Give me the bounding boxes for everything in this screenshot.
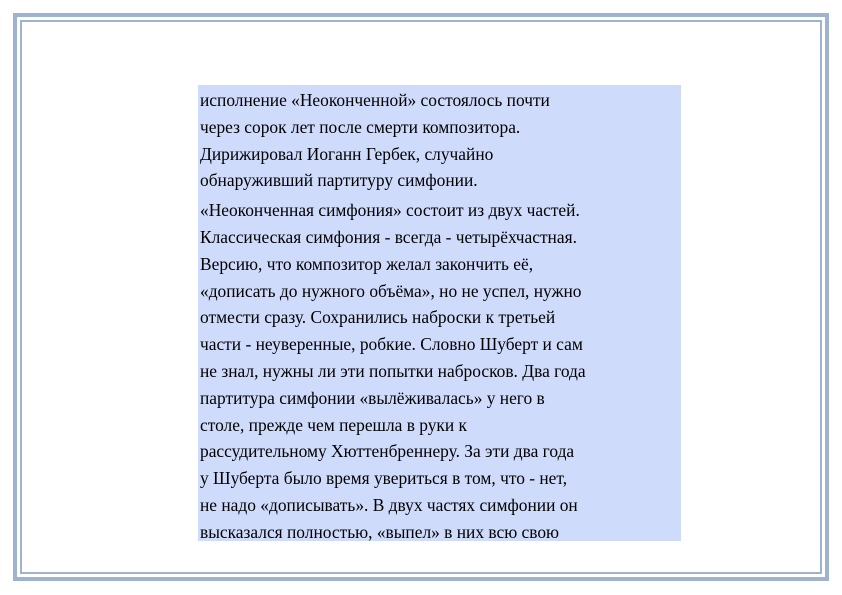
text-line: высказался полностью, «выпел» в них всю свою (200, 521, 560, 541)
text-line: «дописать до нужного объёма», но не успел, нужно (200, 280, 582, 301)
text-line: Дирижировал Иоганн Гербек, случайно (200, 143, 494, 164)
text-line: отмести сразу. Сохранились наброски к третьей (200, 307, 556, 328)
text-line: части - неуверенные, робкие. Словно Шуберт и сам (200, 334, 583, 355)
text-line: Классическая симфония - всегда - четырёхчастная. (200, 226, 577, 247)
text-line: Версию, что композитор желал закончить её, (200, 253, 534, 274)
text-line: партитура симфонии «вылёживалась» у него в (200, 387, 545, 408)
text-line: не знал, нужны ли эти попытки набросков. Два года (200, 360, 586, 381)
text-line: исполнение «Неоконченной» состоялось почти (200, 90, 550, 110)
paragraph-1 (200, 87, 681, 194)
text-line: у Шуберта было время увериться в том, что - нет, (200, 468, 568, 489)
paragraph-2 (200, 197, 681, 541)
text-line: «Неоконченная симфония» состоит из двух частей. (200, 200, 580, 221)
text-line: обнаруживший партитуру симфонии. (200, 170, 478, 191)
text-line: через сорок лет после смерти композитора. (200, 116, 521, 137)
text-line: рассудительному Хюттенбреннеру. За эти два года (200, 441, 575, 462)
text-box (198, 85, 681, 541)
text-line: не надо «дописывать». В двух частях симфонии он (200, 494, 578, 515)
text-line: столе, прежде чем перешла в руки к (200, 414, 467, 435)
